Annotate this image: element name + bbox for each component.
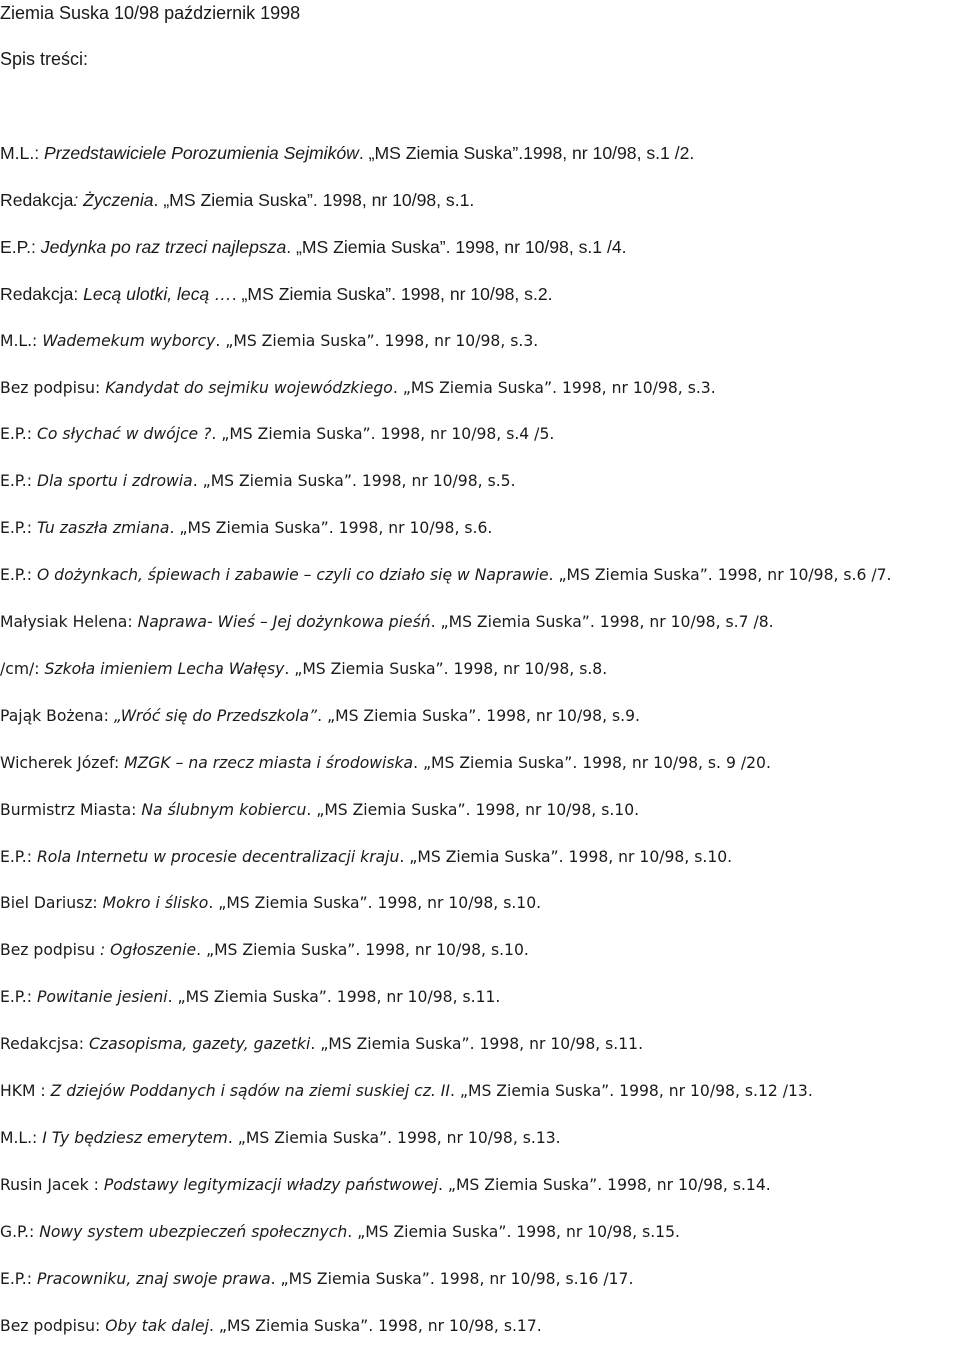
entry-title: Lecą ulotki, lecą … xyxy=(83,284,232,304)
entry-title: Rola Internetu w procesie decentralizacji kraju xyxy=(36,848,400,866)
entry-author: E.P.: xyxy=(0,988,37,1006)
entry-source: . „MS Ziemia Suska” xyxy=(169,519,329,537)
entry-source: . „MS Ziemia Suska” xyxy=(548,566,708,584)
entry-title: : Ogłoszenie xyxy=(99,941,197,959)
entry-title: Oby tak dalej xyxy=(105,1317,209,1335)
toc-entry xyxy=(0,658,607,680)
entry-title: O dożynkach, śpiewach i zabawie – czyli co działo się w Naprawie xyxy=(36,566,549,584)
entry-author: M.L.: xyxy=(0,143,44,163)
entry-author: Redakcjsa: xyxy=(0,1035,90,1053)
entry-reference: .1998, nr 10/98, s.1 /2. xyxy=(518,143,695,163)
entry-reference: . 1998, nr 10/98, s.10. xyxy=(465,801,640,819)
entry-author: Burmistrz Miasta: xyxy=(0,801,142,819)
entry-title: Dla sportu i zdrowia xyxy=(36,472,193,490)
entry-author: Redakcja xyxy=(0,190,74,210)
entry-source: . „MS Ziemia Suska” xyxy=(231,284,392,304)
toc-entry xyxy=(0,1221,680,1243)
entry-source: . „MS Ziemia Suska” xyxy=(392,379,553,397)
entry-title: Wademekum wyborcy xyxy=(42,332,216,350)
entry-title: „Wróć się do Przedszkola” xyxy=(113,707,318,725)
entry-title: Podstawy legitymizacji władzy państwowej xyxy=(103,1176,438,1194)
entry-reference: . 1998, nr 10/98, s.3. xyxy=(374,332,539,350)
entry-source: . „MS Ziemia Suska” xyxy=(208,1317,369,1335)
entry-reference: . 1998, nr 10/98, s. 9 /20. xyxy=(572,754,771,772)
entry-author: Małysiak Helena: xyxy=(0,613,138,631)
entry-title: Powitanie jesieni xyxy=(36,988,168,1006)
entry-title: I Ty będziesz emerytem xyxy=(42,1129,228,1147)
toc-entry xyxy=(0,892,541,914)
entry-reference: . 1998, nr 10/98, s.14. xyxy=(597,1176,771,1194)
entry-title: Na ślubnym kobiercu xyxy=(141,801,307,819)
entry-reference: . 1998, nr 10/98, s.15. xyxy=(506,1223,680,1241)
toc-entry xyxy=(0,611,774,633)
entry-title: Pracowniku, znaj swoje prawa xyxy=(36,1270,271,1288)
entry-source: . „MS Ziemia Suska” xyxy=(167,988,327,1006)
toc-entry xyxy=(0,846,732,868)
entry-title: Nowy system ubezpieczeń społecznych xyxy=(39,1223,348,1241)
entry-author: Biel Dariusz: xyxy=(0,894,103,912)
entry-author: Pająk Bożena: xyxy=(0,707,114,725)
entry-reference: . 1998, nr 10/98, s.11. xyxy=(469,1035,644,1053)
entry-source: . „MS Ziemia Suska” xyxy=(153,190,313,210)
entry-reference: . 1998, nr 10/98, s.1. xyxy=(312,190,475,210)
entry-source: . „MS Ziemia Suska” xyxy=(347,1223,507,1241)
toc-entry xyxy=(0,1033,643,1055)
entry-author: HKM : xyxy=(0,1082,51,1100)
entry-author: E.P.: xyxy=(0,519,37,537)
toc-entry xyxy=(0,939,529,961)
entry-author: /cm/: xyxy=(0,660,45,678)
entry-author: E.P.: xyxy=(0,566,37,584)
toc-entry xyxy=(0,283,553,305)
entry-source: . „MS Ziemia Suska” xyxy=(430,613,590,631)
toc-entry xyxy=(0,330,538,352)
entry-reference: . 1998, nr 10/98, s.6 /7. xyxy=(707,566,892,584)
toc-entry xyxy=(0,752,771,774)
entry-source: . „MS Ziemia Suska” xyxy=(208,894,368,912)
entry-source: . „MS Ziemia Suska” xyxy=(192,472,352,490)
entry-reference: . 1998, nr 10/98, s.10. xyxy=(355,941,529,959)
entry-reference: . 1998, nr 10/98, s.13. xyxy=(387,1129,561,1147)
entry-title: Mokro i ślisko xyxy=(102,894,209,912)
entry-author: M.L.: xyxy=(0,1129,43,1147)
entry-source: . „MS Ziemia Suska” xyxy=(317,707,477,725)
entry-title: Co słychać w dwójce ? xyxy=(36,425,212,443)
entry-source: . „MS Ziemia Suska” xyxy=(450,1082,610,1100)
toc-entry xyxy=(0,377,716,399)
entry-source: . „MS Ziemia Suska” xyxy=(211,425,371,443)
entry-reference: . 1998, nr 10/98, s.2. xyxy=(391,284,553,304)
entry-author: E.P.: xyxy=(0,237,41,257)
toc-entry xyxy=(0,189,474,211)
entry-title: Z dziejów Poddanych i sądów na ziemi suskiej cz. II xyxy=(50,1082,450,1100)
entry-reference: . 1998, nr 10/98, s.6. xyxy=(328,519,493,537)
entry-reference: . 1998, nr 10/98, s.16 /17. xyxy=(429,1270,634,1288)
entry-source: . „MS Ziemia Suska” xyxy=(227,1129,388,1147)
entry-title: Naprawa- Wieś – Jej dożynkowa pieśń xyxy=(137,613,431,631)
toc-entry xyxy=(0,1174,771,1196)
entry-title: Czasopisma, gazety, gazetki xyxy=(89,1035,311,1053)
entry-reference: . 1998, nr 10/98, s.17. xyxy=(368,1317,542,1335)
entry-title: MZGK – na rzecz miasta i środowiska xyxy=(124,754,414,772)
entry-author: Bez podpisu: xyxy=(0,379,106,397)
entry-author: Wicherek Józef: xyxy=(0,754,125,772)
entry-reference: . 1998, nr 10/98, s.4 /5. xyxy=(370,425,555,443)
entry-reference: . 1998, nr 10/98, s.3. xyxy=(552,379,716,397)
entry-source: . „MS Ziemia Suska” xyxy=(358,143,519,163)
entry-title: Kandydat do sejmiku wojewódzkiego xyxy=(105,379,393,397)
entry-reference: . 1998, nr 10/98, s.9. xyxy=(476,707,640,725)
document-title: Ziemia Suska 10/98 październik 1998 xyxy=(0,3,301,23)
entry-title: Przedstawiciele Porozumienia Sejmików xyxy=(44,143,359,163)
toc-heading: Spis treści: xyxy=(0,49,89,69)
entry-reference: . 1998, nr 10/98, s.11. xyxy=(326,988,501,1006)
entry-author: Rusin Jacek : xyxy=(0,1176,104,1194)
entry-author: E.P.: xyxy=(0,472,37,490)
toc-entry xyxy=(0,1315,542,1337)
entry-reference: . 1998, nr 10/98, s.5. xyxy=(351,472,516,490)
entry-source: . „MS Ziemia Suska” xyxy=(215,332,375,350)
toc-entry xyxy=(0,470,516,492)
entry-reference: . 1998, nr 10/98, s.7 /8. xyxy=(589,613,774,631)
toc-entry xyxy=(0,564,892,586)
entry-source: . „MS Ziemia Suska” xyxy=(286,237,446,257)
entry-title: Jedynka po raz trzeci najlepsza xyxy=(40,237,287,257)
toc-entry xyxy=(0,142,694,164)
entry-author: E.P.: xyxy=(0,425,37,443)
entry-source: . „MS Ziemia Suska” xyxy=(413,754,573,772)
toc-entry xyxy=(0,1268,633,1290)
entry-reference: . 1998, nr 10/98, s.8. xyxy=(443,660,608,678)
toc-entry xyxy=(0,986,500,1008)
entry-reference: . 1998, nr 10/98, s.10. xyxy=(367,894,542,912)
entry-title: Tu zaszła zmiana xyxy=(36,519,170,537)
toc-entry xyxy=(0,705,640,727)
toc-entry xyxy=(0,423,554,445)
entry-author: G.P.: xyxy=(0,1223,40,1241)
entry-title: : Życzenia xyxy=(73,190,154,210)
entry-source: . „MS Ziemia Suska” xyxy=(306,801,466,819)
entry-title: Szkoła imieniem Lecha Wałęsy xyxy=(44,660,285,678)
toc-entry xyxy=(0,236,627,258)
entry-author: Bez podpisu: xyxy=(0,1317,106,1335)
entry-reference: . 1998, nr 10/98, s.10. xyxy=(558,848,733,866)
toc-entry xyxy=(0,517,492,539)
toc-entry xyxy=(0,1127,561,1149)
entry-author: Bez podpisu xyxy=(0,941,100,959)
entry-reference: . 1998, nr 10/98, s.1 /4. xyxy=(445,237,627,257)
entry-author: Redakcja: xyxy=(0,284,84,304)
entry-author: M.L.: xyxy=(0,332,43,350)
entry-source: . „MS Ziemia Suska” xyxy=(196,941,356,959)
entry-author: E.P.: xyxy=(0,1270,37,1288)
toc-entry xyxy=(0,1080,813,1102)
toc-entry xyxy=(0,799,639,821)
entry-author: E.P.: xyxy=(0,848,37,866)
entry-source: . „MS Ziemia Suska” xyxy=(284,660,444,678)
entry-reference: . 1998, nr 10/98, s.12 /13. xyxy=(609,1082,813,1100)
entry-source: . „MS Ziemia Suska” xyxy=(270,1270,430,1288)
entry-source: . „MS Ziemia Suska” xyxy=(437,1176,598,1194)
entry-source: . „MS Ziemia Suska” xyxy=(310,1035,470,1053)
entry-source: . „MS Ziemia Suska” xyxy=(399,848,559,866)
